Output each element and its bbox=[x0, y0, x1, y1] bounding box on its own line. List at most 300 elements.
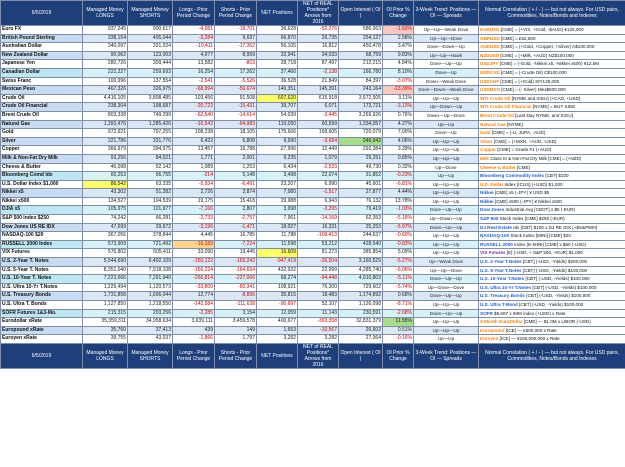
cell-trend: Up—Dove bbox=[414, 163, 479, 172]
cell-net-real: -14,169 bbox=[298, 215, 339, 224]
cell-trend: Up—Up—Up bbox=[414, 240, 479, 249]
cell-correlation bbox=[479, 103, 625, 112]
cell-shorts-change: -56,674 bbox=[215, 86, 257, 95]
row-label: Crude Oil bbox=[1, 94, 83, 103]
cell-shorts-change: 5,148 bbox=[215, 172, 257, 181]
cell-longs-change: -10,542 bbox=[173, 120, 215, 129]
cell-longs-change: -10,411 bbox=[173, 43, 215, 52]
footer-col-open-interest: Open Interest ( OI ) bbox=[339, 343, 383, 368]
correlation-note: [CME] = (+Gold, +Copper, +Silver) A$100,000 bbox=[499, 44, 595, 50]
cell-open-interest: 1,126,098 bbox=[339, 301, 383, 310]
instrument-tag: VIX Futures bbox=[480, 250, 506, 256]
correlation-note: [ICE] — £500,000 x Rate bbox=[504, 327, 557, 333]
cell-open-interest: 450,478 bbox=[339, 43, 383, 52]
cell-correlation bbox=[479, 77, 625, 86]
cell-net: -90,697 bbox=[257, 301, 298, 310]
table-row bbox=[1, 77, 625, 86]
table-header bbox=[1, 1, 625, 26]
table-row bbox=[1, 223, 625, 232]
cell-open-interest: 254,127 bbox=[339, 34, 383, 43]
cell-oi-change: 11.55% bbox=[383, 318, 414, 327]
table-row bbox=[1, 283, 625, 292]
cell-correlation bbox=[479, 26, 625, 35]
cell-open-interest: 586,063 bbox=[339, 26, 383, 35]
cell-trend: Down—Up—Up bbox=[414, 309, 479, 318]
cell-longs: 7,223,666 bbox=[83, 275, 128, 284]
cell-net-real: 6,071 bbox=[298, 103, 339, 112]
cell-trend: Up—Up—Up bbox=[414, 146, 479, 155]
table-row bbox=[1, 43, 625, 52]
cell-net-real: -363,358 bbox=[298, 318, 339, 327]
cell-shorts: 1,120,573 bbox=[128, 283, 173, 292]
footer-date: 6/5/2019 bbox=[1, 343, 83, 368]
cell-trend: Up—Up—Hawk bbox=[414, 51, 479, 60]
cell-net: 27,996 bbox=[257, 146, 298, 155]
cell-trend: Up—Up—Up bbox=[414, 137, 479, 146]
cell-oi-change: 8.10% bbox=[383, 68, 414, 77]
cell-net: 23,207 bbox=[257, 180, 298, 189]
row-label: VIX Futures bbox=[1, 249, 83, 258]
cell-net-real: 16,331 bbox=[298, 223, 339, 232]
table-row bbox=[1, 103, 625, 112]
cell-correlation bbox=[479, 309, 625, 318]
cell-correlation bbox=[479, 240, 625, 249]
cell-open-interest: 32,831,379 bbox=[339, 318, 383, 327]
cell-net-real: -3,295 bbox=[298, 206, 339, 215]
cell-net: 36,528 bbox=[257, 77, 298, 86]
cell-longs: 573,909 bbox=[83, 240, 128, 249]
correlation-note: Index [ICUS] (+USD) $1,000 bbox=[503, 181, 563, 187]
cell-longs-change: -16,183 bbox=[173, 240, 215, 249]
cell-shorts: 405,044 bbox=[128, 34, 173, 43]
correlation-note: [CME] = (-Crude Oil) C$100,000 bbox=[499, 69, 567, 75]
cell-trend: Up—Up—Dove bbox=[414, 34, 479, 43]
cell-open-interest: 230,591 bbox=[339, 309, 383, 318]
cell-longs: 238,304 bbox=[83, 103, 128, 112]
cell-open-interest: 729,602 bbox=[339, 283, 383, 292]
row-label: U.S. Dollar Index $1,000 bbox=[1, 180, 83, 189]
correlation-note: [NYME] bbox=[505, 121, 523, 127]
cell-oi-change: -0.83% bbox=[383, 240, 414, 249]
cell-shorts: 37,413 bbox=[128, 326, 173, 335]
cell-net-real: -3,684 bbox=[298, 137, 339, 146]
cell-oi-change: -3.07% bbox=[383, 77, 414, 86]
cell-shorts-change: -5,526 bbox=[215, 77, 257, 86]
cell-shorts-change: 15,418 bbox=[215, 197, 257, 206]
cell-net-real: -2,138 bbox=[298, 68, 339, 77]
cell-correlation bbox=[479, 189, 625, 198]
cell-longs: 321,786 bbox=[83, 137, 128, 146]
instrument-tag: Gold bbox=[480, 130, 491, 136]
cell-longs-change: 16,254 bbox=[173, 68, 215, 77]
instrument-tag: AUDUSD bbox=[480, 44, 500, 50]
cell-oi-change: 9.83% bbox=[383, 51, 414, 60]
cell-longs-change: -33,800 bbox=[173, 283, 215, 292]
row-label: U.S. Ultra T. Bonds bbox=[1, 301, 83, 310]
cell-open-interest: 3,269,926 bbox=[339, 111, 383, 120]
row-label: Dow Jones US RE IDX bbox=[1, 223, 83, 232]
cell-shorts-change: -15,431 bbox=[215, 103, 257, 112]
row-label: Bloomberg Comd Idx bbox=[1, 172, 83, 181]
footer-col-longs-change: Longs - Prior Period Change bbox=[173, 343, 215, 368]
footer-col-longs: Managed Money LONGS bbox=[83, 343, 128, 368]
row-label: Natural Gas bbox=[1, 120, 83, 129]
cell-oi-change: 4.44% bbox=[383, 189, 414, 198]
cell-net-real: -26,504 bbox=[298, 258, 339, 267]
cell-open-interest: 1,174,892 bbox=[339, 292, 383, 301]
instrument-tag: Cheese & Butter bbox=[480, 164, 516, 170]
cell-shorts: 900,617 bbox=[128, 26, 173, 35]
table-row bbox=[1, 240, 625, 249]
cell-oi-change: -0.60% bbox=[383, 232, 414, 241]
correlation-note: [CME] = (+VIX, +Gold, -$AUD) €125,000 bbox=[499, 27, 584, 32]
cell-correlation bbox=[479, 258, 625, 267]
cell-trend: Dove—Up bbox=[414, 129, 479, 138]
cell-longs: 39,755 bbox=[83, 335, 128, 344]
cell-oi-change: -5.11% bbox=[383, 275, 414, 284]
cell-shorts: 3,808,485 bbox=[128, 94, 173, 103]
instrument-tag: WTI Crude Oil bbox=[480, 95, 511, 101]
cell-trend: Dove—Up—Up bbox=[414, 292, 479, 301]
cell-trend: Up—Up bbox=[414, 120, 479, 129]
cell-shorts-change: -1,471 bbox=[215, 223, 257, 232]
cell-net: 3,498 bbox=[257, 172, 298, 181]
cell-shorts: 7,918,108 bbox=[128, 266, 173, 275]
cell-longs-change: 19,175 bbox=[173, 197, 215, 206]
cell-net: 54,039 bbox=[257, 111, 298, 120]
table-row bbox=[1, 326, 625, 335]
cell-net: 56,105 bbox=[257, 43, 298, 52]
cell-longs: 93,256 bbox=[83, 154, 128, 163]
row-label: U.S. 10-Year T. Notes bbox=[1, 275, 83, 284]
cell-oi-change: 0.76% bbox=[383, 111, 414, 120]
cell-net: 432,932 bbox=[257, 266, 298, 275]
cell-shorts: 6,492,109 bbox=[128, 258, 173, 267]
header-col-net-real: NET of REAL Positions* Arrows from 2016 bbox=[298, 1, 339, 26]
correlation-note: Class III & Non-Fat Dry Milk [CME] = (+NZD) bbox=[488, 155, 582, 161]
cell-oi-change: 0.68% bbox=[383, 292, 414, 301]
cell-longs: 803,338 bbox=[83, 111, 128, 120]
instrument-tag: U.S. 5-Year T.Notes bbox=[480, 267, 522, 273]
table-row bbox=[1, 206, 625, 215]
row-label: British Pound Sterling bbox=[1, 34, 83, 43]
cell-net: 1,653 bbox=[257, 326, 298, 335]
cell-oi-change: -2.68% bbox=[383, 309, 414, 318]
cell-net-real: 26,735 bbox=[298, 34, 339, 43]
cell-shorts-change: -94,983 bbox=[215, 120, 257, 129]
cell-open-interest: 3,672,505 bbox=[339, 94, 383, 103]
cell-net: 66,870 bbox=[257, 34, 298, 43]
cell-longs: 937,245 bbox=[83, 26, 128, 35]
cell-oi-change: -3.13% bbox=[383, 103, 414, 112]
cell-oi-change: 3.11% bbox=[383, 94, 414, 103]
cell-correlation bbox=[479, 232, 625, 241]
row-label: Nikkei x500 bbox=[1, 197, 83, 206]
cell-net-real: -10,567 bbox=[298, 326, 339, 335]
table-row bbox=[1, 146, 625, 155]
cell-shorts: 797,255 bbox=[128, 129, 173, 138]
cell-shorts-change: 2,001 bbox=[215, 154, 257, 163]
correlation-note: [NYME] = BUY SIDE bbox=[531, 104, 576, 110]
cell-longs-change: -1,866 bbox=[173, 335, 215, 344]
cell-trend: Up—Down—Up bbox=[414, 215, 479, 224]
cell-net: 400,677 bbox=[257, 318, 298, 327]
cell-correlation bbox=[479, 34, 625, 43]
table-row bbox=[1, 129, 625, 138]
footer-col-shorts: Managed Money SHORTS bbox=[128, 343, 173, 368]
cell-net-real: 22,074 bbox=[298, 172, 339, 181]
cell-oi-change: 4.84% bbox=[383, 60, 414, 69]
correlation-note: $6,667 x IMM index (+USD) x Rate bbox=[492, 310, 566, 316]
cell-open-interest: 84,397 bbox=[339, 77, 383, 86]
cell-open-interest: 79,419 bbox=[339, 206, 383, 215]
row-label: Silver bbox=[1, 137, 83, 146]
instrument-tag: Euroyen bbox=[480, 336, 499, 342]
footer-col-oi-change: OI Prior % Change bbox=[383, 343, 414, 368]
table-row bbox=[1, 94, 625, 103]
correlation-note: [ICE] — ¥100,000,000 x Rate bbox=[498, 336, 560, 342]
correlation-note: [NYME and ICEU] (+CAD, +USD) bbox=[510, 95, 581, 101]
cell-correlation bbox=[479, 154, 625, 163]
cell-trend: Up—Up—Up bbox=[414, 189, 479, 198]
cell-open-interest: 385,854 bbox=[339, 249, 383, 258]
footer-col-correlation: Normal Correlation ( + / - ) — but not always. For USD pairs, Commodities, Notes/Bonds and Indexes bbox=[479, 343, 625, 368]
cell-shorts: 101,977 bbox=[128, 206, 173, 215]
cell-oi-change: -8.71% bbox=[383, 301, 414, 310]
cell-correlation bbox=[479, 283, 625, 292]
cell-shorts-change: -6,491 bbox=[215, 180, 257, 189]
row-label: Japanese Yen bbox=[1, 60, 83, 69]
cell-correlation bbox=[479, 86, 625, 95]
row-label: New Zealand Dollar bbox=[1, 51, 83, 60]
cell-oi-change: 0.85% bbox=[383, 154, 414, 163]
cell-net-real: -94,448 bbox=[298, 275, 339, 284]
cell-shorts-change: 18,105 bbox=[215, 129, 257, 138]
cell-net: 11,788 bbox=[257, 232, 298, 241]
cell-trend: Dove—Up—Up bbox=[414, 275, 479, 284]
cell-net: 7,961 bbox=[257, 215, 298, 224]
cell-correlation bbox=[479, 111, 625, 120]
cell-shorts: 259,693 bbox=[128, 68, 173, 77]
cell-longs-change: 3,639,111 bbox=[173, 318, 215, 327]
cell-longs: 338,154 bbox=[83, 34, 128, 43]
table-row bbox=[1, 335, 625, 344]
correlation-note: Industrial Avg [CBOT] x $5 (-EUR) bbox=[504, 207, 576, 213]
cell-net: 9,990 bbox=[257, 137, 298, 146]
cell-shorts-change: 6,808 bbox=[215, 137, 257, 146]
cell-net-real: -52,276 bbox=[298, 26, 339, 35]
cell-shorts: 505,411 bbox=[128, 249, 173, 258]
cell-net-real: 12,449 bbox=[298, 146, 339, 155]
cell-shorts: 749,299 bbox=[128, 111, 173, 120]
cell-oi-change: 4.06% bbox=[383, 137, 414, 146]
cell-correlation bbox=[479, 206, 625, 215]
row-label: Euro FX bbox=[1, 26, 83, 35]
cell-shorts-change: 9,697 bbox=[215, 34, 257, 43]
cell-net: 28,718 bbox=[257, 60, 298, 69]
cell-shorts: 7,291,940 bbox=[128, 275, 173, 284]
cell-oi-change: 3.47% bbox=[383, 43, 414, 52]
cell-shorts-change: -7,224 bbox=[215, 240, 257, 249]
cell-open-interest: 27,877 bbox=[339, 189, 383, 198]
cell-longs-change: -3,284 bbox=[173, 34, 215, 43]
cell-correlation bbox=[479, 60, 625, 69]
cell-open-interest: 243,164 bbox=[339, 86, 383, 95]
instrument-tag: Bloomberg Commodity Index bbox=[480, 173, 545, 179]
instrument-tag: U.S. Dollar bbox=[480, 181, 504, 187]
cell-shorts: 137,554 bbox=[128, 77, 173, 86]
cell-trend: Up—Dove—Dove bbox=[414, 283, 479, 292]
cell-open-interest: 212,215 bbox=[339, 60, 383, 69]
cell-open-interest: 45,601 bbox=[339, 180, 383, 189]
cell-net: 36,628 bbox=[257, 26, 298, 35]
row-label: U.S. Treasury Bonds bbox=[1, 292, 83, 301]
cell-trend: Dove—Down—Up bbox=[414, 43, 479, 52]
cell-longs-change: -156,224 bbox=[173, 266, 215, 275]
cell-longs: 1,127,850 bbox=[83, 301, 128, 310]
cell-net: 68,274 bbox=[257, 275, 298, 284]
row-label: RUSSELL 2000 Index bbox=[1, 240, 83, 249]
table-row bbox=[1, 154, 625, 163]
cell-open-interest: 27,364 bbox=[339, 335, 383, 344]
cell-oi-change: -13.39% bbox=[383, 86, 414, 95]
cell-open-interest: 4,285,740 bbox=[339, 266, 383, 275]
cell-correlation bbox=[479, 180, 625, 189]
cell-shorts-change: 8,959 bbox=[215, 51, 257, 60]
cell-longs-change: 1,089 bbox=[173, 163, 215, 172]
table-row bbox=[1, 111, 625, 120]
cell-oi-change: -6.06% bbox=[383, 266, 414, 275]
correlation-note: Idx [CBT] $100 x DJ RE IDX (+$S&P500) bbox=[511, 224, 598, 230]
table-row bbox=[1, 301, 625, 310]
cell-shorts-change: 1,797 bbox=[215, 335, 257, 344]
cell-shorts: 56,755 bbox=[128, 172, 173, 181]
cell-shorts-change: -165,242 bbox=[215, 258, 257, 267]
cell-shorts: 63,335 bbox=[128, 180, 173, 189]
instrument-tag: U.S. Ultra 10-Yr T.Notes bbox=[480, 284, 532, 290]
cell-open-interest: 31,852 bbox=[339, 172, 383, 181]
cell-net-real: 21,849 bbox=[298, 77, 339, 86]
cell-open-interest: 4,910,803 bbox=[339, 275, 383, 284]
cell-net: 3,998 bbox=[257, 206, 298, 215]
cell-net: 108,921 bbox=[257, 283, 298, 292]
cell-trend: Up—Up bbox=[414, 335, 479, 344]
cell-shorts-change: -2,757 bbox=[215, 215, 257, 224]
cell-longs-change: -7,166 bbox=[173, 206, 215, 215]
cell-longs: 35,359,311 bbox=[83, 318, 128, 327]
cell-shorts: 1,285,426 bbox=[128, 120, 173, 129]
instrument-tag: Dow Jones bbox=[480, 207, 505, 213]
cell-open-interest: 25,253 bbox=[339, 223, 383, 232]
cell-shorts-change: 16,788 bbox=[215, 146, 257, 155]
instrument-tag: Milk bbox=[480, 155, 489, 161]
cell-correlation bbox=[479, 318, 625, 327]
cell-shorts: 34,958,634 bbox=[128, 318, 173, 327]
cell-longs-change: -68,994 bbox=[173, 86, 215, 95]
cell-longs: 215,315 bbox=[83, 309, 128, 318]
cell-longs: 367,056 bbox=[83, 232, 128, 241]
cell-oi-change: 3.39% bbox=[383, 146, 414, 155]
cell-oi-change: 13.78% bbox=[383, 197, 414, 206]
instrument-tag: 3-Month EuroDollar bbox=[480, 319, 523, 325]
cell-shorts: 203,256 bbox=[128, 309, 173, 318]
cell-correlation bbox=[479, 215, 625, 224]
cell-longs: 467,326 bbox=[83, 86, 128, 95]
table-row bbox=[1, 232, 625, 241]
table-row bbox=[1, 292, 625, 301]
table-row bbox=[1, 86, 625, 95]
cell-oi-change: 2.58% bbox=[383, 34, 414, 43]
correlation-note: [CME] = (+MXN, +AUD, -USD) bbox=[492, 138, 557, 144]
cell-trend: Up—Up—Up bbox=[414, 326, 479, 335]
header-col-net: NET Positions bbox=[257, 1, 298, 26]
cell-oi-change: 0.32% bbox=[383, 163, 414, 172]
correlation-note: [CBT] (-USD, -Yields) $100,000 bbox=[531, 284, 597, 290]
cell-longs: 47,699 bbox=[83, 223, 128, 232]
cell-trend: Down—Up—Dove bbox=[414, 111, 479, 120]
cell-net: -947,419 bbox=[257, 258, 298, 267]
row-label: Europound xRate bbox=[1, 326, 83, 335]
cell-correlation bbox=[479, 266, 625, 275]
cell-trend: Up—Up—Up bbox=[414, 94, 479, 103]
instrument-tag: WTI Crude Oil Financial bbox=[480, 104, 532, 110]
cell-longs-change: -214 bbox=[173, 172, 215, 181]
row-label: Swiss Franc bbox=[1, 77, 83, 86]
header-col-oi-change: OI Prior % Change bbox=[383, 1, 414, 26]
cell-shorts: 394,975 bbox=[128, 146, 173, 155]
cell-net: 12,059 bbox=[257, 309, 298, 318]
cell-correlation bbox=[479, 43, 625, 52]
row-label: DJIA x5 bbox=[1, 206, 83, 215]
row-label: Gold bbox=[1, 129, 83, 138]
correlation-note: [CBT] (-USD, -Yields) $100,000 bbox=[524, 293, 591, 299]
cell-shorts-change: 3,154 bbox=[215, 309, 257, 318]
cell-longs: 86,542 bbox=[83, 180, 128, 189]
cell-correlation bbox=[479, 129, 625, 138]
table-row bbox=[1, 249, 625, 258]
instrument-tag: EURUSD bbox=[480, 27, 500, 32]
cell-shorts-change: -111,638 bbox=[215, 301, 257, 310]
correlation-note: [CME] = (+Milk, +AUD) NZ$100,000 bbox=[499, 52, 574, 58]
cell-longs: 46,098 bbox=[83, 163, 128, 172]
row-label: Copper bbox=[1, 146, 83, 155]
table-row bbox=[1, 266, 625, 275]
cell-net-real: 6,990 bbox=[298, 180, 339, 189]
correlation-note: Stock Index [MINI] [CME] $20 bbox=[509, 233, 571, 239]
cell-net-real: -3,445 bbox=[298, 111, 339, 120]
cell-shorts: 29,672 bbox=[128, 223, 173, 232]
cell-trend: Dove—Up—Up bbox=[414, 206, 479, 215]
instrument-tag: Silver bbox=[480, 138, 493, 144]
instrument-tag: GBPUSD bbox=[480, 35, 500, 41]
table-row bbox=[1, 163, 625, 172]
cell-trend: Up—Up—Up bbox=[414, 318, 479, 327]
table-row bbox=[1, 68, 625, 77]
instrument-tag: NASDAQ-100 bbox=[480, 233, 510, 239]
table-row bbox=[1, 309, 625, 318]
instrument-tag: U.S. Ultra T-Bond bbox=[480, 302, 518, 307]
instrument-tag: S&P 500 bbox=[480, 216, 499, 222]
cell-shorts: 309,444 bbox=[128, 60, 173, 69]
cell-net: 29,988 bbox=[257, 197, 298, 206]
header-date: 6/5/2019 bbox=[1, 1, 83, 26]
cell-longs-change: 108,238 bbox=[173, 129, 215, 138]
cell-correlation bbox=[479, 163, 625, 172]
table-footer bbox=[1, 343, 625, 368]
table-row bbox=[1, 51, 625, 60]
table-row bbox=[1, 172, 625, 181]
cell-shorts: 331,024 bbox=[128, 43, 173, 52]
